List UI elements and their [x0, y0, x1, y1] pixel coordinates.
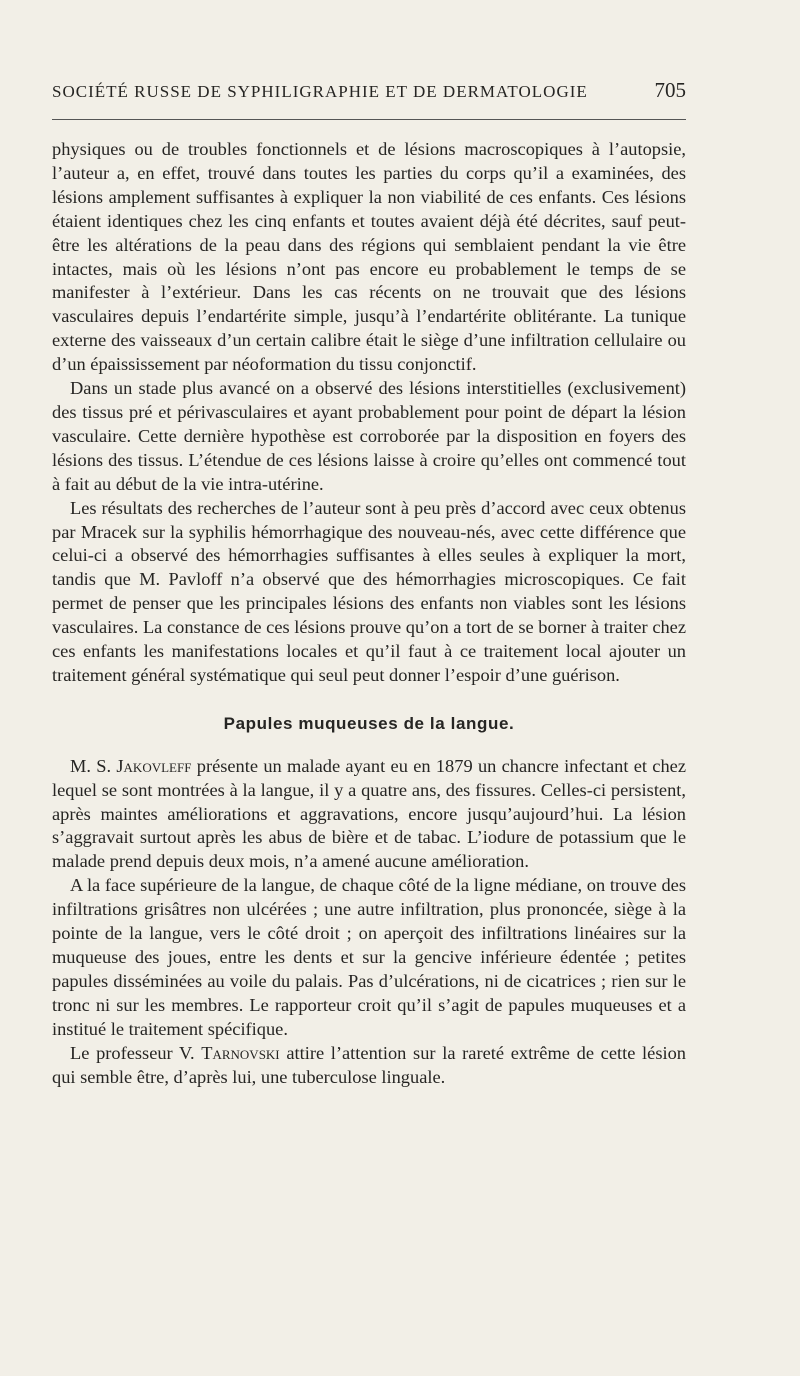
- paragraph-3: Les résultats des recherches de l’auteur sont à peu près d’accord avec ceux obtenus par Mracek sur la syphilis hémorrhagique des nouveau-nés, avec cette différence que celui-ci a observé des hémorrhagies suffisantes à elles seules à expliquer la mort, tandis que M. Pavloff n’a observé que des hémorrhagies microscopiques. Ce fait permet de penser que les principales lésions des enfants non viables sont les lésions vasculaires. La constance de ces lésions prouve qu’on a tort de se borner à traiter chez ces enfants les manifestations locales et qu’il faut à ce traitement local ajouter un traitement général systématique qui seul peut donner l’espoir d’une guérison.: [52, 497, 686, 685]
- author-name-tarnovski: Tarnovski: [201, 1042, 280, 1063]
- section-paragraph-3: [52, 1042, 686, 1090]
- paragraph-1: physiques ou de troubles fonctionnels et de lésions macroscopiques à l’autopsie, l’auteur a, en effet, trouvé dans toutes les parties du corps qu’il a examinées, des lésions amplement suffisantes à expliquer la non viabilité de ces enfants. Ces lésions étaient identiques chez les cinq enfants et toutes avaient déjà été décrites, sauf peut-être les altérations de la peau dans des régions qui semblaient pendant la vie être intactes, mais où les lésions n’ont pas encore eu probablement le temps de se manifester à l’extérieur. Dans les cas récents on ne trouvait que des lésions vasculaires depuis l’endartérite simple, jusqu’à l’endartérite oblitérante. La tunique externe des vaisseaux d’un certain calibre était le siège d’une infiltration cellulaire ou d’un épaississement par néoformation du tissu conjonctif.: [52, 139, 686, 375]
- main-text: [52, 138, 686, 1089]
- section-paragraph-3-text: attire l’attention sur la rareté extrême de cette lésion qui semble être, d’après lui, une tuberculose linguale.: [52, 1042, 686, 1087]
- running-head: [52, 78, 686, 108]
- running-head-title: SOCIÉTÉ RUSSE DE SYPHILIGRAPHIE ET DE DERMATOLOGIE: [52, 82, 588, 101]
- author-name-jakovleff: Jakovleff: [116, 755, 192, 776]
- section-title: Papules muqueuses de la langue.: [223, 713, 515, 733]
- page-number: 705: [654, 78, 686, 102]
- section-paragraph-1-lead: M. S.: [70, 755, 117, 776]
- section-paragraph-1: [52, 755, 686, 875]
- header-rule: [52, 119, 686, 120]
- section-paragraph-1-text: présente un malade ayant eu en 1879 un chancre infectant et chez lequel se sont montrées à la langue, il y a quatre ans, des fissures. Celles-ci persistent, après maintes améliorations et aggravations, encore jusqu’aujourd’hui. La lésion s’aggravait surtout après les abus de bière et de tabac. L’iodure de potassium que le malade prend depuis deux mois, n’a amené aucune amélioration.: [52, 755, 686, 872]
- section-paragraph-3-lead: Le professeur V.: [70, 1042, 202, 1063]
- section-paragraph-2: A la face supérieure de la langue, de chaque côté de la ligne médiane, on trouve des infiltrations grisâtres non ulcérées ; une autre infiltration, plus prononcée, siège à la pointe de la langue, vers le côté droit ; on aperçoit des infiltrations linéaires sur la muqueuse des joues, entre les dents et sur la gencive inférieure édentée ; petites papules disséminées au voile du palais. Pas d’ulcérations, ni de cicatrices ; rien sur le tronc ni sur les membres. Le rapporteur croit qu’il s’agit de papules muqueuses et a institué le traitement spécifique.: [52, 875, 686, 1039]
- paragraph-2: Dans un stade plus avancé on a observé des lésions interstitielles (exclusivement) des tissus pré et périvasculaires et ayant probablement pour point de départ la lésion vasculaire. Cette dernière hypothèse est corroborée par la disposition en foyers des lésions des tissus. L’étendue de ces lésions laisse à croire qu’elles ont commencé tout à fait au début de la vie intra-utérine.: [52, 378, 686, 494]
